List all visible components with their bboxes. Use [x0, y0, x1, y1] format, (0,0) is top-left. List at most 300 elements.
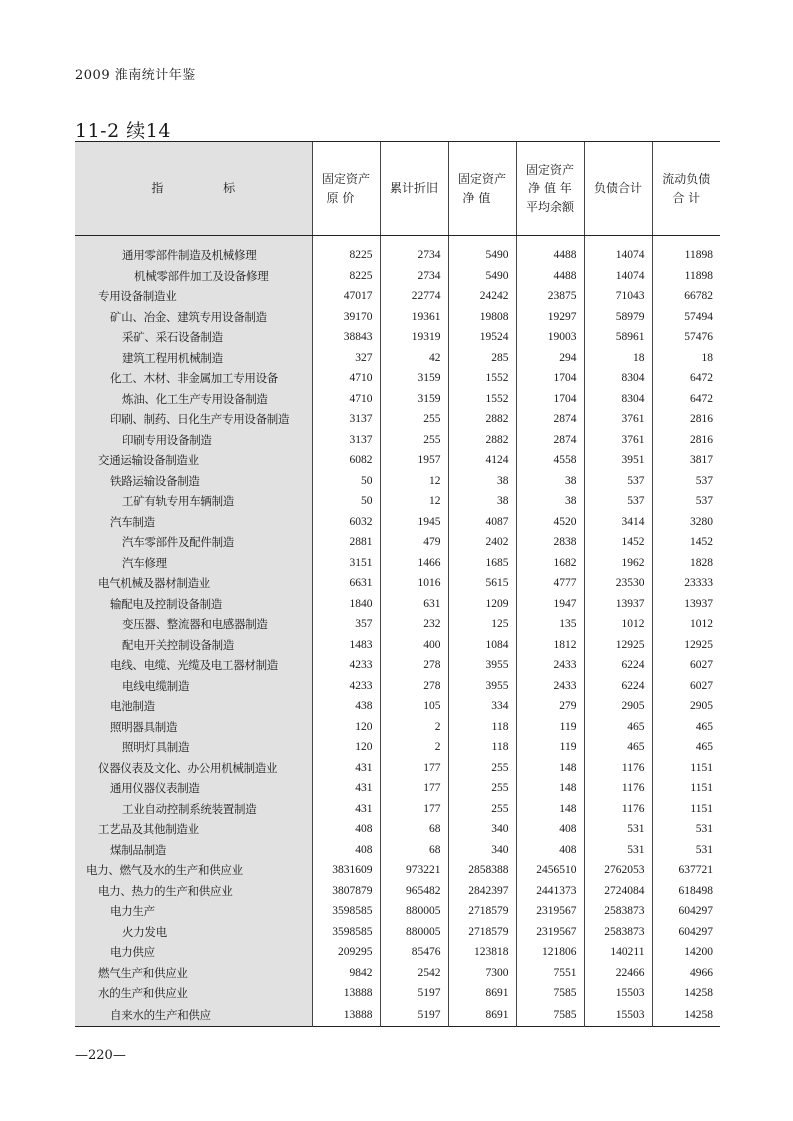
row-value-cell: 105 [380, 696, 448, 717]
row-value-cell: 1012 [584, 614, 652, 635]
row-value-cell: 2 [380, 717, 448, 738]
row-value-cell: 23530 [584, 573, 652, 594]
row-indicator-name: 印刷专用设备制造 [75, 430, 312, 451]
table-row [75, 983, 720, 1004]
row-value-cell: 2816 [652, 409, 720, 430]
table-row [75, 348, 720, 369]
row-value-cell: 19297 [516, 307, 584, 328]
row-value-cell: 119 [516, 737, 584, 758]
row-value-cell: 1962 [584, 553, 652, 574]
row-value-cell: 2882 [448, 430, 516, 451]
row-value-cell: 4558 [516, 450, 584, 471]
table-row [75, 389, 720, 410]
row-value-cell: 2441373 [516, 881, 584, 902]
row-value-cell: 7300 [448, 963, 516, 984]
row-indicator-name: 矿山、冶金、建筑专用设备制造 [75, 307, 312, 328]
row-value-cell: 57494 [652, 307, 720, 328]
row-indicator-name: 照明灯具制造 [75, 737, 312, 758]
row-value-cell: 880005 [380, 901, 448, 922]
row-value-cell: 6224 [584, 655, 652, 676]
row-value-cell: 3159 [380, 389, 448, 410]
table-row [75, 430, 720, 451]
row-value-cell: 1209 [448, 594, 516, 615]
row-value-cell: 14200 [652, 942, 720, 963]
row-value-cell: 177 [380, 799, 448, 820]
row-value-cell: 1151 [652, 758, 720, 779]
row-value-cell: 5615 [448, 573, 516, 594]
header-text: 原 价 [326, 190, 355, 205]
row-value-cell: 2718579 [448, 922, 516, 943]
row-indicator-name: 变压器、整流器和电感器制造 [75, 614, 312, 635]
row-value-cell: 5490 [448, 266, 516, 287]
row-value-cell: 2433 [516, 676, 584, 697]
row-value-cell: 4233 [312, 655, 380, 676]
table-row [75, 860, 720, 881]
row-value-cell: 2874 [516, 430, 584, 451]
row-value-cell: 531 [584, 840, 652, 861]
row-value-cell: 255 [380, 409, 448, 430]
row-value-cell: 6224 [584, 676, 652, 697]
row-value-cell: 340 [448, 819, 516, 840]
row-value-cell: 4710 [312, 389, 380, 410]
row-value-cell: 6082 [312, 450, 380, 471]
row-value-cell: 19361 [380, 307, 448, 328]
row-value-cell: 2583873 [584, 922, 652, 943]
table-row [75, 471, 720, 492]
row-indicator-name: 自来水的生产和供应 [75, 1004, 312, 1027]
row-value-cell: 3598585 [312, 922, 380, 943]
table-row [75, 737, 720, 758]
table-row [75, 717, 720, 738]
row-indicator-name: 电池制造 [75, 696, 312, 717]
row-value-cell: 255 [448, 758, 516, 779]
row-value-cell: 465 [652, 717, 720, 738]
row-value-cell: 2762053 [584, 860, 652, 881]
row-value-cell: 3414 [584, 512, 652, 533]
row-value-cell: 334 [448, 696, 516, 717]
row-indicator-name: 燃气生产和供应业 [75, 963, 312, 984]
row-value-cell: 1957 [380, 450, 448, 471]
row-indicator-name: 机械零部件加工及设备修理 [75, 266, 312, 287]
row-value-cell: 13888 [312, 1004, 380, 1027]
row-value-cell: 135 [516, 614, 584, 635]
row-value-cell: 7551 [516, 963, 584, 984]
row-value-cell: 23875 [516, 286, 584, 307]
row-value-cell: 408 [516, 819, 584, 840]
row-value-cell: 4233 [312, 676, 380, 697]
table-row [75, 881, 720, 902]
row-value-cell: 340 [448, 840, 516, 861]
row-value-cell: 148 [516, 778, 584, 799]
row-indicator-name: 交通运输设备制造业 [75, 450, 312, 471]
header-text: 合 计 [672, 190, 701, 205]
row-value-cell: 1176 [584, 758, 652, 779]
table-row [75, 758, 720, 779]
row-value-cell: 22466 [584, 963, 652, 984]
table-row [75, 553, 720, 574]
row-value-cell: 6027 [652, 655, 720, 676]
header-text: 固定资产 [321, 171, 370, 186]
row-value-cell: 531 [584, 819, 652, 840]
row-value-cell: 3159 [380, 368, 448, 389]
row-value-cell: 400 [380, 635, 448, 656]
row-value-cell: 618498 [652, 881, 720, 902]
row-value-cell: 604297 [652, 901, 720, 922]
spacer-cell [652, 236, 720, 246]
row-value-cell: 1947 [516, 594, 584, 615]
row-value-cell: 148 [516, 799, 584, 820]
row-value-cell: 11898 [652, 245, 720, 266]
row-value-cell: 57476 [652, 327, 720, 348]
row-value-cell: 7585 [516, 983, 584, 1004]
spacer-cell [516, 236, 584, 246]
row-indicator-name: 煤制品制造 [75, 840, 312, 861]
row-value-cell: 58979 [584, 307, 652, 328]
row-value-cell: 973221 [380, 860, 448, 881]
row-value-cell: 50 [312, 471, 380, 492]
row-value-cell: 294 [516, 348, 584, 369]
row-value-cell: 6472 [652, 368, 720, 389]
row-indicator-name: 工业自动控制系统装置制造 [75, 799, 312, 820]
row-indicator-name: 采矿、采石设备制造 [75, 327, 312, 348]
row-value-cell: 537 [584, 491, 652, 512]
row-value-cell: 2 [380, 737, 448, 758]
row-value-cell: 255 [380, 430, 448, 451]
header-original-value [312, 142, 380, 236]
row-value-cell: 3151 [312, 553, 380, 574]
table-row [75, 635, 720, 656]
row-indicator-name: 仪器仪表及文化、办公用机械制造业 [75, 758, 312, 779]
spacer-cell [448, 236, 516, 246]
row-indicator-name: 电线电缆制造 [75, 676, 312, 697]
row-value-cell: 118 [448, 737, 516, 758]
row-value-cell: 278 [380, 676, 448, 697]
table-row [75, 512, 720, 533]
row-value-cell: 255 [448, 799, 516, 820]
header-text: 负债合计 [593, 181, 642, 196]
row-value-cell: 2734 [380, 245, 448, 266]
row-value-cell: 19003 [516, 327, 584, 348]
row-value-cell: 119 [516, 717, 584, 738]
row-value-cell: 3807879 [312, 881, 380, 902]
row-value-cell: 2881 [312, 532, 380, 553]
row-value-cell: 2456510 [516, 860, 584, 881]
row-value-cell: 120 [312, 737, 380, 758]
row-value-cell: 2882 [448, 409, 516, 430]
row-value-cell: 1016 [380, 573, 448, 594]
row-value-cell: 880005 [380, 922, 448, 943]
table-row [75, 963, 720, 984]
table-row [75, 532, 720, 553]
table-row [75, 778, 720, 799]
row-value-cell: 2734 [380, 266, 448, 287]
row-value-cell: 148 [516, 758, 584, 779]
row-indicator-name: 通用仪器仪表制造 [75, 778, 312, 799]
row-value-cell: 38 [448, 471, 516, 492]
row-value-cell: 255 [448, 778, 516, 799]
header-current-liabilities [652, 142, 720, 236]
row-value-cell: 6032 [312, 512, 380, 533]
row-value-cell: 3280 [652, 512, 720, 533]
row-value-cell: 4966 [652, 963, 720, 984]
table-row [75, 286, 720, 307]
row-value-cell: 2842397 [448, 881, 516, 902]
row-value-cell: 3817 [652, 450, 720, 471]
row-value-cell: 39170 [312, 307, 380, 328]
table-row [75, 922, 720, 943]
row-value-cell: 537 [584, 471, 652, 492]
header-text: 净 值 [462, 190, 491, 205]
row-value-cell: 408 [312, 840, 380, 861]
row-value-cell: 1452 [652, 532, 720, 553]
row-value-cell: 8225 [312, 245, 380, 266]
row-indicator-name: 输配电及控制设备制造 [75, 594, 312, 615]
row-value-cell: 13937 [584, 594, 652, 615]
row-value-cell: 4777 [516, 573, 584, 594]
row-value-cell: 1466 [380, 553, 448, 574]
row-value-cell: 604297 [652, 922, 720, 943]
row-value-cell: 2858388 [448, 860, 516, 881]
row-value-cell: 465 [584, 737, 652, 758]
row-value-cell: 1945 [380, 512, 448, 533]
row-value-cell: 3951 [584, 450, 652, 471]
row-value-cell: 465 [652, 737, 720, 758]
row-value-cell: 68 [380, 840, 448, 861]
table-row [75, 799, 720, 820]
row-value-cell: 3831609 [312, 860, 380, 881]
row-value-cell: 2905 [584, 696, 652, 717]
row-value-cell: 13888 [312, 983, 380, 1004]
row-value-cell: 2718579 [448, 901, 516, 922]
row-value-cell: 431 [312, 778, 380, 799]
row-value-cell: 38 [516, 491, 584, 512]
row-value-cell: 71043 [584, 286, 652, 307]
row-value-cell: 4488 [516, 245, 584, 266]
row-value-cell: 1012 [652, 614, 720, 635]
row-value-cell: 465 [584, 717, 652, 738]
row-value-cell: 2816 [652, 430, 720, 451]
table-row [75, 307, 720, 328]
table-row [75, 266, 720, 287]
row-value-cell: 2433 [516, 655, 584, 676]
row-value-cell: 11898 [652, 266, 720, 287]
row-value-cell: 12 [380, 471, 448, 492]
row-value-cell: 19808 [448, 307, 516, 328]
row-value-cell: 637721 [652, 860, 720, 881]
row-value-cell: 327 [312, 348, 380, 369]
row-value-cell: 3137 [312, 430, 380, 451]
row-indicator-name: 炼油、化工生产专用设备制造 [75, 389, 312, 410]
row-indicator-name: 专用设备制造业 [75, 286, 312, 307]
row-value-cell: 14074 [584, 266, 652, 287]
row-value-cell: 4710 [312, 368, 380, 389]
row-value-cell: 66782 [652, 286, 720, 307]
table-row [75, 409, 720, 430]
row-value-cell: 1552 [448, 389, 516, 410]
row-value-cell: 965482 [380, 881, 448, 902]
row-value-cell: 2583873 [584, 901, 652, 922]
row-value-cell: 5197 [380, 1004, 448, 1027]
row-value-cell: 3137 [312, 409, 380, 430]
table-row [75, 1004, 720, 1027]
row-value-cell: 537 [652, 491, 720, 512]
row-value-cell: 42 [380, 348, 448, 369]
row-value-cell: 14074 [584, 245, 652, 266]
row-value-cell: 2402 [448, 532, 516, 553]
statistics-table-container [75, 141, 720, 1027]
row-value-cell: 23333 [652, 573, 720, 594]
row-value-cell: 123818 [448, 942, 516, 963]
header-indicator: 指 标 [75, 142, 312, 236]
row-value-cell: 3761 [584, 409, 652, 430]
row-value-cell: 1828 [652, 553, 720, 574]
row-value-cell: 38843 [312, 327, 380, 348]
row-value-cell: 3598585 [312, 901, 380, 922]
table-row [75, 819, 720, 840]
row-indicator-name: 工艺品及其他制造业 [75, 819, 312, 840]
page-number: —220— [75, 1048, 126, 1063]
row-value-cell: 14258 [652, 1004, 720, 1027]
table-row [75, 573, 720, 594]
table-spacer-row [75, 236, 720, 246]
row-value-cell: 58961 [584, 327, 652, 348]
row-value-cell: 285 [448, 348, 516, 369]
table-row [75, 676, 720, 697]
row-value-cell: 431 [312, 799, 380, 820]
row-value-cell: 2874 [516, 409, 584, 430]
header-net-value [448, 142, 516, 236]
row-value-cell: 8691 [448, 983, 516, 1004]
row-value-cell: 479 [380, 532, 448, 553]
row-value-cell: 1151 [652, 799, 720, 820]
table-row [75, 942, 720, 963]
row-value-cell: 68 [380, 819, 448, 840]
row-value-cell: 177 [380, 758, 448, 779]
row-value-cell: 2905 [652, 696, 720, 717]
spacer-cell [380, 236, 448, 246]
row-value-cell: 12925 [652, 635, 720, 656]
row-value-cell: 3761 [584, 430, 652, 451]
row-indicator-name: 建筑工程用机械制造 [75, 348, 312, 369]
row-value-cell: 18 [584, 348, 652, 369]
row-value-cell: 121806 [516, 942, 584, 963]
row-value-cell: 537 [652, 471, 720, 492]
row-value-cell: 38 [448, 491, 516, 512]
row-indicator-name: 电气机械及器材制造业 [75, 573, 312, 594]
row-value-cell: 18 [652, 348, 720, 369]
row-value-cell: 15503 [584, 1004, 652, 1027]
row-indicator-name: 化工、木材、非金属加工专用设备 [75, 368, 312, 389]
row-indicator-name: 配电开关控制设备制造 [75, 635, 312, 656]
statistics-table [75, 141, 720, 1027]
header-text: 累计折旧 [389, 181, 438, 196]
header-text: 固定资产 [525, 162, 574, 177]
row-value-cell: 2724084 [584, 881, 652, 902]
row-value-cell: 24242 [448, 286, 516, 307]
header-total-liabilities [584, 142, 652, 236]
table-row [75, 450, 720, 471]
row-value-cell: 232 [380, 614, 448, 635]
row-value-cell: 4488 [516, 266, 584, 287]
row-value-cell: 9842 [312, 963, 380, 984]
header-text: 流动负债 [662, 171, 711, 186]
row-value-cell: 4520 [516, 512, 584, 533]
row-value-cell: 1840 [312, 594, 380, 615]
row-value-cell: 1704 [516, 368, 584, 389]
table-row [75, 368, 720, 389]
row-value-cell: 8225 [312, 266, 380, 287]
table-header-row [75, 142, 720, 236]
row-value-cell: 438 [312, 696, 380, 717]
table-row [75, 901, 720, 922]
row-value-cell: 6027 [652, 676, 720, 697]
spacer-cell [312, 236, 380, 246]
row-value-cell: 140211 [584, 942, 652, 963]
row-value-cell: 50 [312, 491, 380, 512]
row-value-cell: 3955 [448, 676, 516, 697]
row-value-cell: 125 [448, 614, 516, 635]
row-indicator-name: 照明器具制造 [75, 717, 312, 738]
row-value-cell: 13937 [652, 594, 720, 615]
row-value-cell: 3955 [448, 655, 516, 676]
row-value-cell: 118 [448, 717, 516, 738]
row-value-cell: 19524 [448, 327, 516, 348]
row-indicator-name: 电力供应 [75, 942, 312, 963]
row-value-cell: 4124 [448, 450, 516, 471]
row-indicator-name: 水的生产和供应业 [75, 983, 312, 1004]
row-indicator-name: 电力、燃气及水的生产和供应业 [75, 860, 312, 881]
row-value-cell: 1682 [516, 553, 584, 574]
row-value-cell: 12925 [584, 635, 652, 656]
row-indicator-name: 汽车修理 [75, 553, 312, 574]
row-indicator-name: 铁路运输设备制造 [75, 471, 312, 492]
row-value-cell: 531 [652, 819, 720, 840]
row-value-cell: 8304 [584, 389, 652, 410]
table-row [75, 491, 720, 512]
row-value-cell: 2319567 [516, 901, 584, 922]
row-indicator-name: 通用零部件制造及机械修理 [75, 245, 312, 266]
row-value-cell: 2542 [380, 963, 448, 984]
row-value-cell: 38 [516, 471, 584, 492]
row-value-cell: 19319 [380, 327, 448, 348]
row-value-cell: 1483 [312, 635, 380, 656]
row-value-cell: 531 [652, 840, 720, 861]
row-value-cell: 357 [312, 614, 380, 635]
table-title: 11-2 续14 [75, 120, 171, 142]
row-indicator-name: 汽车制造 [75, 512, 312, 533]
row-indicator-name: 工矿有轨专用车辆制造 [75, 491, 312, 512]
row-value-cell: 8304 [584, 368, 652, 389]
row-indicator-name: 电力生产 [75, 901, 312, 922]
row-value-cell: 6631 [312, 573, 380, 594]
row-value-cell: 47017 [312, 286, 380, 307]
header-text: 净 值 年 [528, 181, 572, 196]
row-value-cell: 1812 [516, 635, 584, 656]
row-value-cell: 7585 [516, 1004, 584, 1027]
row-value-cell: 1084 [448, 635, 516, 656]
row-value-cell: 14258 [652, 983, 720, 1004]
row-value-cell: 5197 [380, 983, 448, 1004]
header-text: 固定资产 [457, 171, 506, 186]
table-row [75, 614, 720, 635]
table-row [75, 327, 720, 348]
row-value-cell: 120 [312, 717, 380, 738]
row-value-cell: 1151 [652, 778, 720, 799]
row-value-cell: 631 [380, 594, 448, 615]
table-row [75, 696, 720, 717]
row-value-cell: 209295 [312, 942, 380, 963]
header-annual-average-net-value [516, 142, 584, 236]
